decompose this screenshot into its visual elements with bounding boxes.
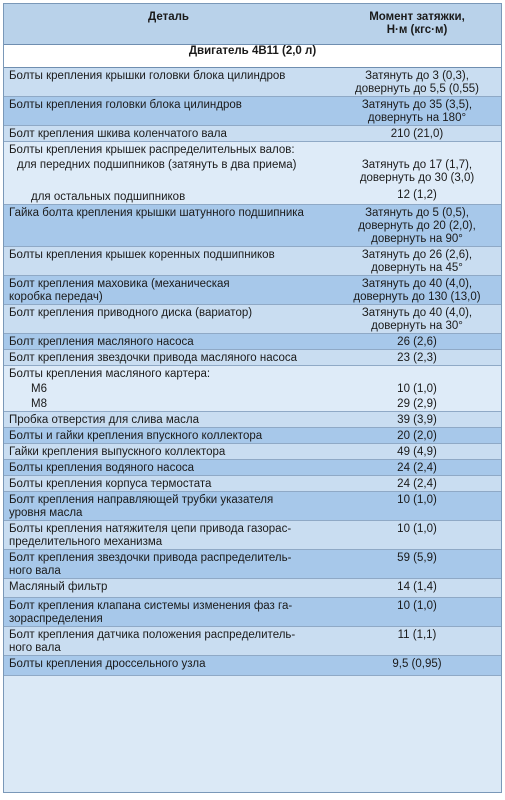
part-cell [4,67,333,96]
torque-value: 20 (2,0) [397,430,437,442]
part-label: уровня масла [9,507,83,519]
torque-cell [333,598,501,627]
torque-table [4,4,501,676]
part-cell [4,276,333,305]
part-cell [4,460,333,476]
torque-cell [333,396,501,412]
torque-value: довернуть до 130 (13,0) [353,291,481,303]
section-row [4,44,501,67]
table-row [4,141,501,157]
torque-value: довернуть до 20 (2,0), [358,220,476,232]
section-title: Двигатель 4В11 (2,0 л) [4,44,501,67]
torque-cell [333,656,501,676]
torque-cell [333,350,501,366]
torque-cell [333,125,501,141]
part-cell [4,366,333,382]
torque-value: Затянуть до 40 (4,0), [361,278,473,290]
part-cell [4,656,333,676]
torque-cell [333,67,501,96]
table-row [4,460,501,476]
table-row [4,579,501,598]
part-label: М8 [31,398,47,410]
table-row [4,492,501,521]
torque-value: Затянуть до 5 (0,5), [365,207,469,219]
torque-cell [333,96,501,125]
part-cell [4,205,333,247]
part-label: коробка передач) [9,291,103,303]
torque-value: 10 (1,0) [397,600,437,612]
part-label: Болт крепления маховика (механическая [9,278,230,290]
torque-value: Затянуть до 35 (3,5), [361,98,473,111]
part-label: Болт крепления звездочки привода распределитель- [9,552,292,564]
torque-value: довернуть до 5,5 (0,55) [355,82,479,95]
table-row [4,550,501,579]
torque-cell [333,550,501,579]
torque-value: Затянуть до 26 (2,6), [361,249,473,261]
part-label: Болт крепления приводного диска (вариатор) [9,307,253,319]
part-label: для остальных подшипников [31,190,186,203]
part-cell [4,412,333,428]
table-row [4,334,501,350]
part-label: Болт крепления масляного насоса [9,336,194,348]
part-label: Болты крепления головки блока цилиндров [9,98,242,111]
table-row [4,444,501,460]
part-cell [4,476,333,492]
table-row [4,627,501,656]
part-cell [4,305,333,334]
torque-value: 9,5 (0,95) [392,658,442,670]
part-cell [4,334,333,350]
torque-value: 23 (2,3) [397,352,437,364]
part-cell [4,444,333,460]
part-label: Масляный фильтр [9,581,108,593]
torque-cell [333,141,501,157]
torque-table-sheet [3,3,502,793]
torque-value: 11 (1,1) [397,629,437,641]
torque-cell [333,521,501,550]
torque-value: довернуть на 45° [371,262,463,274]
torque-value: 29 (2,9) [397,398,437,410]
part-cell [4,247,333,276]
part-label: Болты крепления водяного насоса [9,462,194,474]
torque-cell [333,276,501,305]
part-cell [4,550,333,579]
torque-value: Затянуть до 40 (4,0), [361,307,473,319]
part-label: Болты крепления масляного картера: [9,368,211,380]
table-row [4,247,501,276]
part-label: Болты крепления корпуса термостата [9,478,212,490]
torque-value: 10 (1,0) [397,383,437,395]
table-row [4,185,501,205]
table-header-row [4,4,501,44]
torque-value: 24 (2,4) [397,462,437,474]
part-label: Пробка отверстия для слива масла [9,414,200,426]
part-cell [4,381,333,396]
torque-value: 24 (2,4) [397,478,437,490]
table-row [4,366,501,382]
table-row [4,157,501,185]
part-cell [4,125,333,141]
table-row [4,412,501,428]
torque-value: 49 (4,9) [397,446,437,458]
torque-cell [333,305,501,334]
part-label: Болты крепления дроссельного узла [9,658,206,670]
part-label: ного вала [9,565,61,577]
torque-cell [333,460,501,476]
table-row [4,381,501,396]
part-cell [4,350,333,366]
table-row [4,598,501,627]
table-row [4,476,501,492]
torque-value: 210 (21,0) [390,127,444,140]
torque-value: Затянуть до 17 (1,7), [361,158,473,171]
torque-value: 10 (1,0) [397,523,437,535]
torque-cell [333,185,501,205]
part-cell [4,428,333,444]
part-cell [4,492,333,521]
part-cell [4,396,333,412]
torque-cell [333,247,501,276]
torque-cell [333,627,501,656]
table-row [4,276,501,305]
torque-value: 59 (5,9) [397,552,437,564]
torque-cell [333,476,501,492]
torque-value: 12 (1,2) [397,188,437,201]
part-label: Болт крепления датчика положения распределитель- [9,629,296,641]
part-label: зораспределения [9,613,103,625]
torque-cell [333,444,501,460]
part-label: Гайка болта крепления крышки шатунного подшипника [9,207,304,219]
part-label: Гайки крепления выпускного коллектора [9,446,226,458]
part-cell [4,521,333,550]
torque-cell [333,205,501,247]
torque-cell [333,157,501,185]
part-label: Болты крепления натяжителя цепи привода газорас- [9,523,292,535]
part-cell [4,627,333,656]
part-cell [4,185,333,205]
part-label: Болт крепления звездочки привода масляного насоса [9,352,298,364]
part-label: для передних подшипников (затянуть в два приема) [17,158,297,171]
torque-value: Затянуть до 3 (0,3), [365,69,469,82]
part-label: Болт крепления направляющей трубки указателя [9,494,274,506]
table-row [4,125,501,141]
part-label: Болты и гайки крепления впускного коллектора [9,430,263,442]
torque-cell [333,334,501,350]
header-torque: Момент затяжки, Н·м (кгс·м) [333,4,501,44]
table-row [4,96,501,125]
part-cell [4,598,333,627]
torque-value: 39 (3,9) [397,414,437,426]
part-label: Болт крепления шкива коленчатого вала [9,127,227,140]
torque-value: довернуть на 90° [371,233,463,245]
torque-value: 26 (2,6) [397,336,437,348]
table-row [4,305,501,334]
torque-cell [333,579,501,598]
torque-value: довернуть на 30° [371,320,463,332]
torque-value: довернуть до 30 (3,0) [359,171,475,184]
table-row [4,396,501,412]
torque-cell [333,492,501,521]
part-cell [4,141,333,157]
table-row [4,350,501,366]
part-label: М6 [31,383,47,395]
part-label: Болты крепления крышек коренных подшипников [9,249,275,261]
header-part: Деталь [4,4,333,44]
part-label: Болты крепления крышки головки блока цилиндров [9,69,286,82]
part-cell [4,157,333,185]
torque-value: 10 (1,0) [397,494,437,506]
part-label: ного вала [9,642,61,654]
table-row [4,67,501,96]
torque-cell [333,428,501,444]
part-cell [4,579,333,598]
torque-value: 14 (1,4) [397,581,437,593]
part-label: пределительного механизма [9,536,163,548]
torque-value: довернуть на 180° [367,111,467,124]
table-row [4,656,501,676]
table-row [4,428,501,444]
torque-cell [333,366,501,382]
part-label: Болты крепления крышек распределительных валов: [9,143,295,156]
table-row [4,521,501,550]
torque-cell [333,381,501,396]
part-cell [4,96,333,125]
torque-cell [333,412,501,428]
table-row [4,205,501,247]
part-label: Болт крепления клапана системы изменения фаз га- [9,600,293,612]
